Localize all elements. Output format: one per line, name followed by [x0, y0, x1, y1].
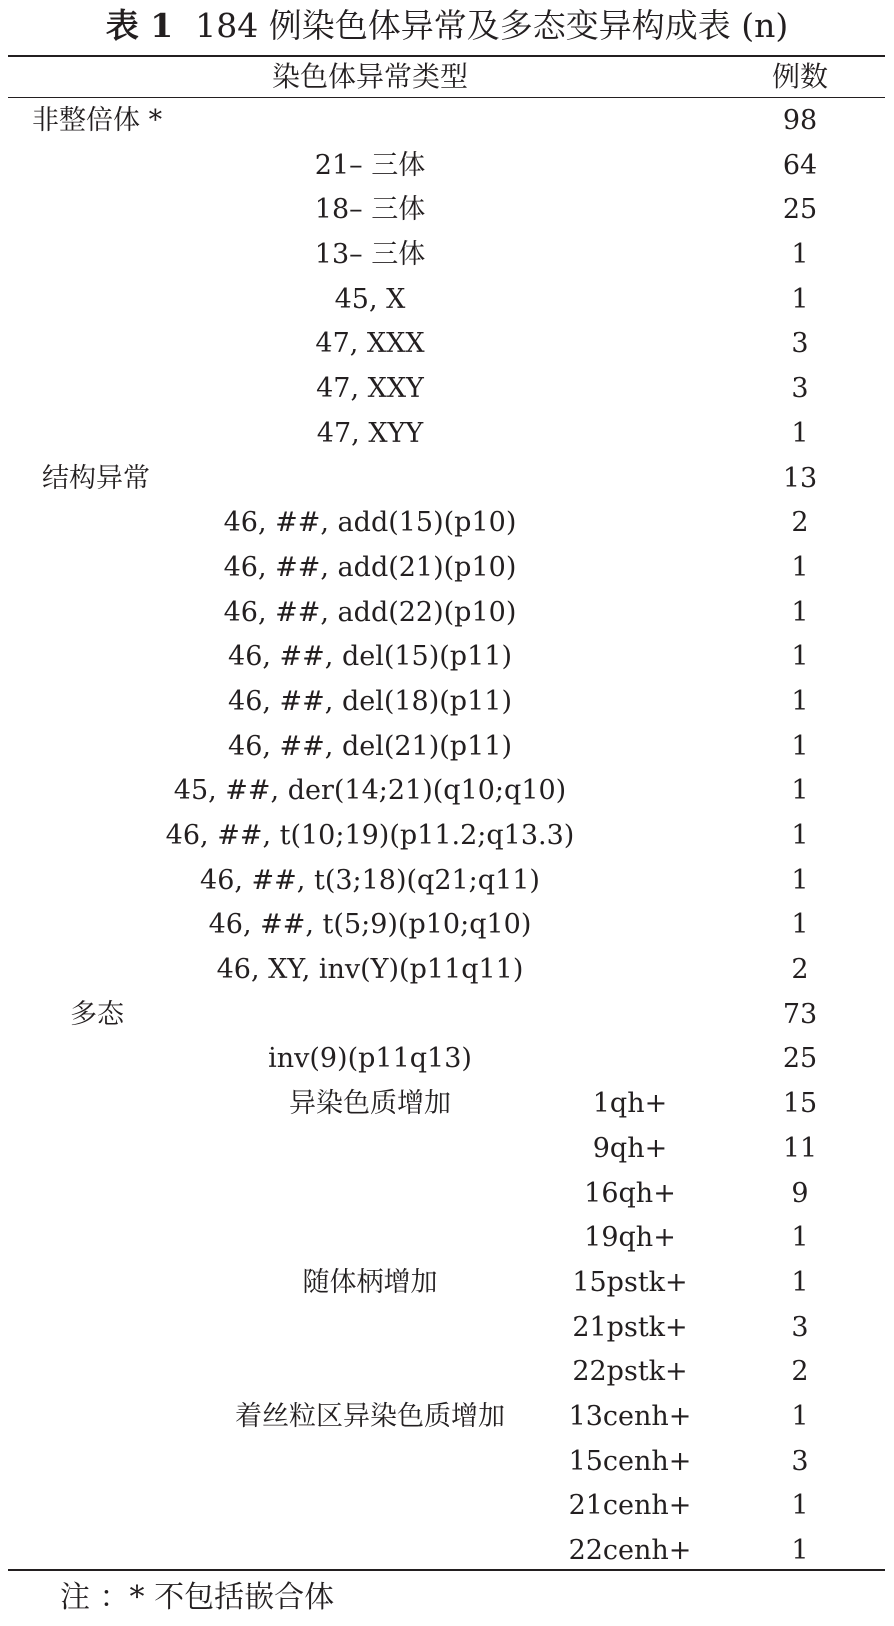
- table-note: 注 ：* 不包括嵌合体: [60, 1580, 335, 1615]
- row-count: 1: [791, 1400, 809, 1432]
- table-row: [0, 322, 894, 367]
- table-row: [0, 1529, 894, 1574]
- table-row: [0, 99, 894, 144]
- row-type-label: 46, ##, t(10;19)(p11.2;q13.3): [165, 820, 575, 851]
- row-type-label: 异染色质增加: [289, 1088, 451, 1120]
- row-count: 1: [791, 239, 809, 271]
- table-caption: 184 例染色体异常及多态变异构成表 (n): [195, 6, 789, 45]
- table-row: [0, 1261, 894, 1306]
- table-row: [0, 769, 894, 814]
- row-count: 1: [791, 909, 809, 941]
- row-subtype-label: [560, 322, 700, 367]
- row-subtype-label: 1qh+: [592, 1088, 668, 1120]
- row-count: 1: [791, 685, 809, 717]
- row-subtype-label: 13cenh+: [568, 1400, 692, 1432]
- header-type: 染色体异常类型: [271, 60, 468, 93]
- row-type-label: 46, ##, add(21)(p10): [223, 551, 517, 583]
- header-rule: [8, 97, 885, 98]
- row-type-label: 随体柄增加: [302, 1266, 438, 1298]
- row-subtype-label: [560, 725, 700, 770]
- row-count: 1: [791, 775, 809, 807]
- row-count: 1: [791, 283, 809, 315]
- row-count: 25: [782, 194, 818, 226]
- row-subtype-label: 15cenh+: [568, 1445, 692, 1477]
- row-count: 64: [782, 149, 818, 181]
- table-row: [0, 1484, 894, 1529]
- row-type-label: 结构异常: [42, 462, 150, 494]
- row-subtype-label: 19qh+: [584, 1222, 676, 1254]
- table-row: [0, 1037, 894, 1082]
- table-row: [0, 501, 894, 546]
- table-row: [0, 367, 894, 412]
- row-subtype-label: 15pstk+: [572, 1266, 688, 1298]
- table-row: [0, 278, 894, 323]
- row-count: 1: [791, 641, 809, 673]
- table-row: [0, 993, 894, 1038]
- row-type-label: 13– 三体: [314, 239, 426, 271]
- row-type-label: 47, XXY: [316, 373, 424, 405]
- table-title: [0, 0, 894, 52]
- table-row: [0, 635, 894, 680]
- row-subtype-label: [560, 993, 700, 1038]
- row-count: 2: [791, 1356, 809, 1388]
- row-type-label: 18– 三体: [314, 194, 426, 226]
- row-subtype-label: [560, 188, 700, 233]
- table-row: [0, 1440, 894, 1485]
- row-count: 3: [791, 328, 809, 360]
- row-count: 3: [791, 373, 809, 405]
- row-count: 73: [782, 998, 818, 1030]
- row-type-label: 47, XYY: [316, 417, 424, 449]
- row-count: 1: [791, 730, 809, 762]
- table-row: [0, 859, 894, 904]
- row-subtype-label: [560, 591, 700, 636]
- table-row: [0, 188, 894, 233]
- row-type-label: 46, ##, del(15)(p11): [228, 641, 512, 673]
- row-subtype-label: [560, 903, 700, 948]
- row-subtype-label: [560, 457, 700, 502]
- row-count: 1: [791, 820, 809, 851]
- row-subtype-label: [560, 144, 700, 189]
- row-count: 13: [782, 462, 818, 494]
- row-type-label: 46, ##, del(18)(p11): [228, 685, 512, 717]
- row-count: 2: [791, 954, 809, 986]
- table-row: [0, 457, 894, 502]
- table-row: [0, 591, 894, 636]
- row-type-label: 46, ##, add(22)(p10): [223, 596, 517, 628]
- table-row: [0, 1216, 894, 1261]
- table-row: [0, 1082, 894, 1127]
- row-subtype-label: 9qh+: [592, 1132, 668, 1164]
- row-count: 3: [791, 1311, 809, 1343]
- table-number: 表 1: [105, 6, 174, 45]
- row-count: 1: [791, 1266, 809, 1298]
- row-count: 1: [791, 1222, 809, 1254]
- table-row: [0, 546, 894, 591]
- row-subtype-label: [560, 501, 700, 546]
- row-subtype-label: [560, 278, 700, 323]
- row-count: 1: [791, 1535, 809, 1566]
- row-subtype-label: 21cenh+: [568, 1490, 692, 1522]
- row-type-label: 着丝粒区异染色质增加: [235, 1400, 505, 1432]
- row-subtype-label: 16qh+: [584, 1177, 676, 1209]
- table-row: [0, 144, 894, 189]
- table-row: [0, 903, 894, 948]
- row-subtype-label: [560, 859, 700, 904]
- row-type-label: 46, XY, inv(Y)(p11q11): [216, 954, 524, 986]
- row-subtype-label: [560, 367, 700, 412]
- row-count: 1: [791, 417, 809, 449]
- bottom-rule: [8, 1569, 885, 1571]
- row-count: 1: [791, 551, 809, 583]
- row-subtype-label: [560, 769, 700, 814]
- row-type-label: 21– 三体: [314, 149, 426, 181]
- row-count: 11: [782, 1132, 818, 1164]
- table-row: [0, 1395, 894, 1440]
- row-subtype-label: [560, 412, 700, 457]
- row-subtype-label: [560, 635, 700, 680]
- row-count: 1: [791, 1490, 809, 1522]
- table-row: [0, 412, 894, 457]
- row-subtype-label: [560, 233, 700, 278]
- header-count: 例数: [771, 60, 828, 93]
- row-type-label: inv(9)(p11q13): [268, 1043, 472, 1075]
- table-row: [0, 1127, 894, 1172]
- row-count: 3: [791, 1445, 809, 1477]
- row-count: 2: [791, 507, 809, 539]
- row-type-label: 多态: [70, 998, 124, 1030]
- table-row: [0, 1350, 894, 1395]
- table-row: [0, 725, 894, 770]
- row-count: 25: [782, 1043, 818, 1075]
- table-row: [0, 948, 894, 993]
- row-type-label: 45, X: [334, 283, 406, 315]
- row-count: 1: [791, 864, 809, 896]
- row-subtype-label: [560, 948, 700, 993]
- row-type-label: 46, ##, del(21)(p11): [228, 730, 512, 762]
- table-row: [0, 814, 894, 859]
- row-subtype-label: [560, 814, 700, 859]
- row-subtype-label: 22cenh+: [568, 1535, 692, 1566]
- table-row: [0, 233, 894, 278]
- row-count: 1: [791, 596, 809, 628]
- table-row: [0, 680, 894, 725]
- row-type-label: 47, XXX: [315, 328, 425, 360]
- row-type-label: 46, ##, t(5;9)(p10;q10): [208, 909, 532, 941]
- table-row: [0, 1172, 894, 1217]
- row-subtype-label: [560, 99, 700, 144]
- row-type-label: 非整倍体 *: [32, 105, 163, 136]
- row-type-label: 46, ##, add(15)(p10): [223, 507, 517, 539]
- row-subtype-label: 22pstk+: [572, 1356, 688, 1388]
- table-body: [0, 99, 894, 1574]
- row-count: 9: [791, 1177, 809, 1209]
- row-type-label: 46, ##, t(3;18)(q21;q11): [200, 864, 540, 896]
- row-subtype-label: [560, 680, 700, 725]
- row-subtype-label: [560, 1037, 700, 1082]
- row-count: 98: [782, 105, 818, 136]
- row-type-label: 45, ##, der(14;21)(q10;q10): [173, 775, 567, 807]
- row-subtype-label: [560, 546, 700, 591]
- table-row: [0, 1306, 894, 1351]
- row-count: 15: [782, 1088, 818, 1120]
- row-subtype-label: 21pstk+: [572, 1311, 688, 1343]
